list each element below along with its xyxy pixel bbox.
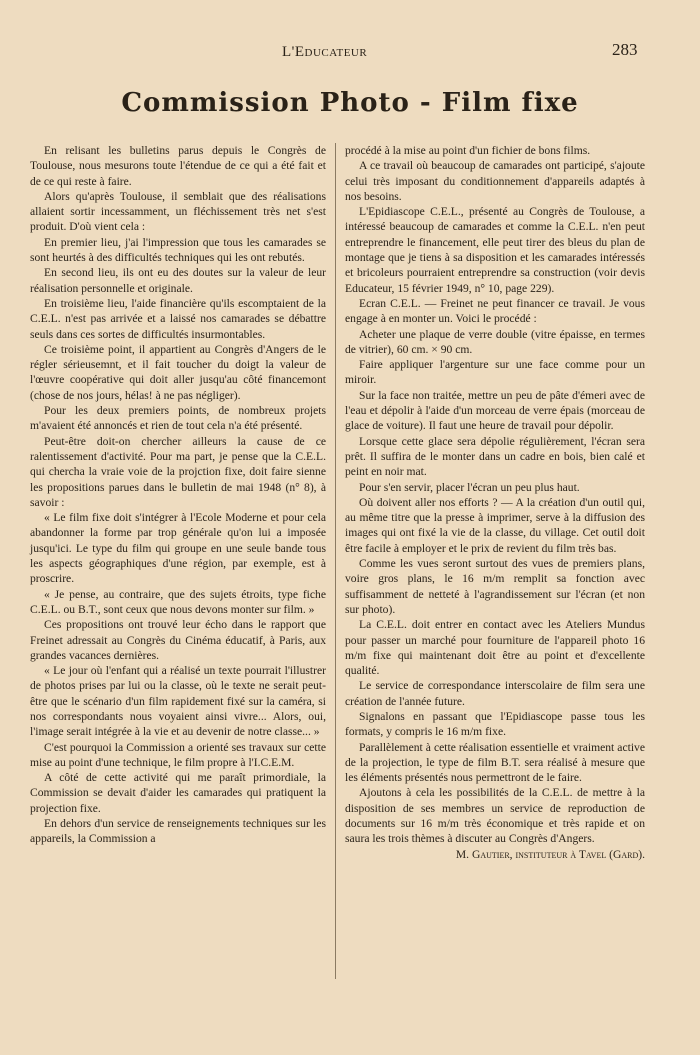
quote-paragraph: « Le film fixe doit s'intégrer à l'Ecole Moderne et pour cela abandonner la forme par trop générale qu'on lui a imposée jusqu'ici. Le type du film qui groupe en une seule bande tous les aspects géographiques d'une région, par exemple, est à proscrire. — [30, 511, 326, 586]
paragraph: En relisant les bulletins parus depuis le Congrès de Toulouse, nous mesurons toute l'étendue de ce qui a été fait et de ce qui reste à faire. — [30, 144, 326, 188]
quote-paragraph: « Je pense, au contraire, que des sujets étroits, type fiche C.E.L. ou B.T., sont ceux que nous devons monter sur film. » — [30, 587, 326, 616]
paragraph: Ajoutons à cela les possibilités de la C.E.L. de mettre à la disposition de ses membres un service de reproduction de documents sur 16 m/m très économique et très rapide et on saura les trois thèmes à discuter au Congrès d'Angers. — [345, 786, 645, 846]
paragraph: En premier lieu, j'ai l'impression que tous les camarades se sont heurtés à des difficultés techniques qui les ont rebutés. — [30, 235, 326, 265]
paragraph: Faire appliquer l'argenture sur une face comme pour un miroir. — [345, 358, 645, 387]
paragraph: procédé à la mise au point d'un fichier de bons films. — [345, 144, 591, 157]
paragraph: En troisième lieu, l'aide financière qu'ils escomptaient de la C.E.L. n'est pas arrivée et a laissé nos camarades se débattre seuls dans ces sortes de difficultés insurmontables. — [30, 296, 326, 341]
paragraph: Ce troisième point, il appartient au Congrès d'Angers de le régler sérieusemnt, et il fait toucher du doigt la valeur de l'œuvre coopérative qui doit aller jusqu'au côté financemont (chose de nos jours, hélas! à ne pas négliger). — [30, 342, 326, 402]
column-divider — [335, 143, 336, 979]
paragraph: A côté de cette activité qui me paraît primordiale, la Commission se devait d'aider les camarades qui pratiquent la projection fixe. — [30, 771, 326, 815]
author-signature: M. Gautier, instituteur à Tavel (Gard). — [455, 847, 645, 861]
paragraph: Peut-être doit-on chercher ailleurs la cause de ce ralentissement d'activité. Pour ma part, je pense que la C.E.L. qui chercha la vraie voie de la projction fixe, doit faire sienne les propositions parues dans le bulletin de mai 1948 (n° 8), à savoir : — [30, 434, 326, 509]
page-number: 283 — [612, 40, 638, 59]
paragraph: Sur la face non traitée, mettre un peu de pâte d'émeri avec de l'eau et dépolir à l'aide d'un morceau de verre épais (morceau de glace de voiture). Il faut une heure de travail pour dépolir. — [345, 388, 645, 433]
paragraph: L'Epidiascope C.E.L., présenté au Congrès de Toulouse, a intéressé beaucoup de camarades et comme la C.E.L. n'en peut entreprendre le financement, elle peut tirer des bleus du plan de montage que je tiens à sa disposition et les camarades intéressés et bricoleurs pourraient entreprendre sa construction (voir devis Educateur, 15 février 1949, n° 10, page 229). — [345, 205, 645, 295]
paragraph: Signalons en passant que l'Epidiascope passe tous les formats, y compris le 16 m/m fixe. — [345, 709, 645, 739]
paragraph: Parallèlement à cette réalisation essentielle et vraiment active de la projection, le type de film B.T. sera réalisé à mesure que les éléments présentés nous permettront de le faire. — [345, 740, 645, 785]
paragraph: Pour les deux premiers points, de nombreux projets m'avaient été annoncés et rien de tout cela n'a été présenté. — [30, 404, 326, 433]
paragraph: Pour s'en servir, placer l'écran un peu plus haut. — [359, 480, 580, 494]
paragraph: La C.E.L. doit entrer en contact avec les Ateliers Mundus pour passer un marché pour fourniture de l'appareil photo 16 m/m fixe qui maintenant doit être au point et d'excellente qualité. — [345, 618, 645, 678]
paragraph: Alors qu'après Toulouse, il semblait que des réalisations allaient sortir incessamment, un fléchissement très net s'est produit. D'où vient cela : — [30, 189, 326, 234]
running-head: L'Educateur — [282, 44, 368, 60]
paragraph: En second lieu, ils ont eu des doutes sur la valeur de leur réalisation personnelle et originale. — [30, 266, 326, 295]
quote-paragraph: « Le jour où l'enfant qui a réalisé un texte pourrait l'illustrer de photos prises par lui ou la classe, où le texte ne serait peut-être que le scénario d'un film rapidement fixé sur la caméra, si nos correspondants nous voyaient ainsi vivre... Alors, oui, l'image serait intégrée à la vie et au devenir de notre classe... » — [30, 664, 326, 739]
left-column — [30, 143, 326, 847]
paragraph: Ces propositions ont trouvé leur écho dans le rapport que Freinet adressait au Congrès du Cinéma éducatif, à Paris, aux grandes vacances dernières. — [30, 618, 326, 662]
paragraph: A ce travail où beaucoup de camarades ont participé, s'ajoute celui très imposant du conditionnement d'appareils adaptés à nos besoins. — [345, 159, 645, 203]
page-header — [0, 40, 700, 64]
paragraph: Acheter une plaque de verre double (vitre épaisse, en termes de vitrier), 60 cm. × 90 cm. — [345, 327, 645, 356]
paragraph: Lorsque cette glace sera dépolie régulièrement, l'écran sera prêt. Il suffira de le monter dans un cadre en bois, bien calé et peint en noir mat. — [345, 434, 645, 479]
right-column — [345, 143, 645, 862]
paragraph: C'est pourquoi la Commission a orienté ses travaux sur cette mise au point d'une technique, le film propre à l'I.C.E.M. — [30, 740, 326, 769]
paragraph: En dehors d'un service de renseignements techniques sur les appareils, la Commission a — [30, 817, 326, 846]
paragraph: Où doivent aller nos efforts ? — A la création d'un outil qui, au même titre que la presse à imprimer, serve à la diffusion des images qui ont fixé la vie de la classe, du village. Cet outil doit être facile à employer et le prix de revient du film très bas. — [345, 495, 645, 555]
paragraph: Ecran C.E.L. — Freinet ne peut financer ce travail. Je vous engage à en monter un. Voici le procédé : — [345, 296, 645, 326]
article-title: Commission Photo - Film fixe — [121, 88, 579, 118]
paragraph: Le service de correspondance interscolaire de film sera une création de l'année future. — [345, 679, 645, 708]
paragraph: Comme les vues seront surtout des vues de premiers plans, voire gros plans, le 16 m/m remplit sa fonction avec suffisamment de netteté à l'agrandissement sur l'écran (et non sur photo). — [345, 557, 645, 616]
